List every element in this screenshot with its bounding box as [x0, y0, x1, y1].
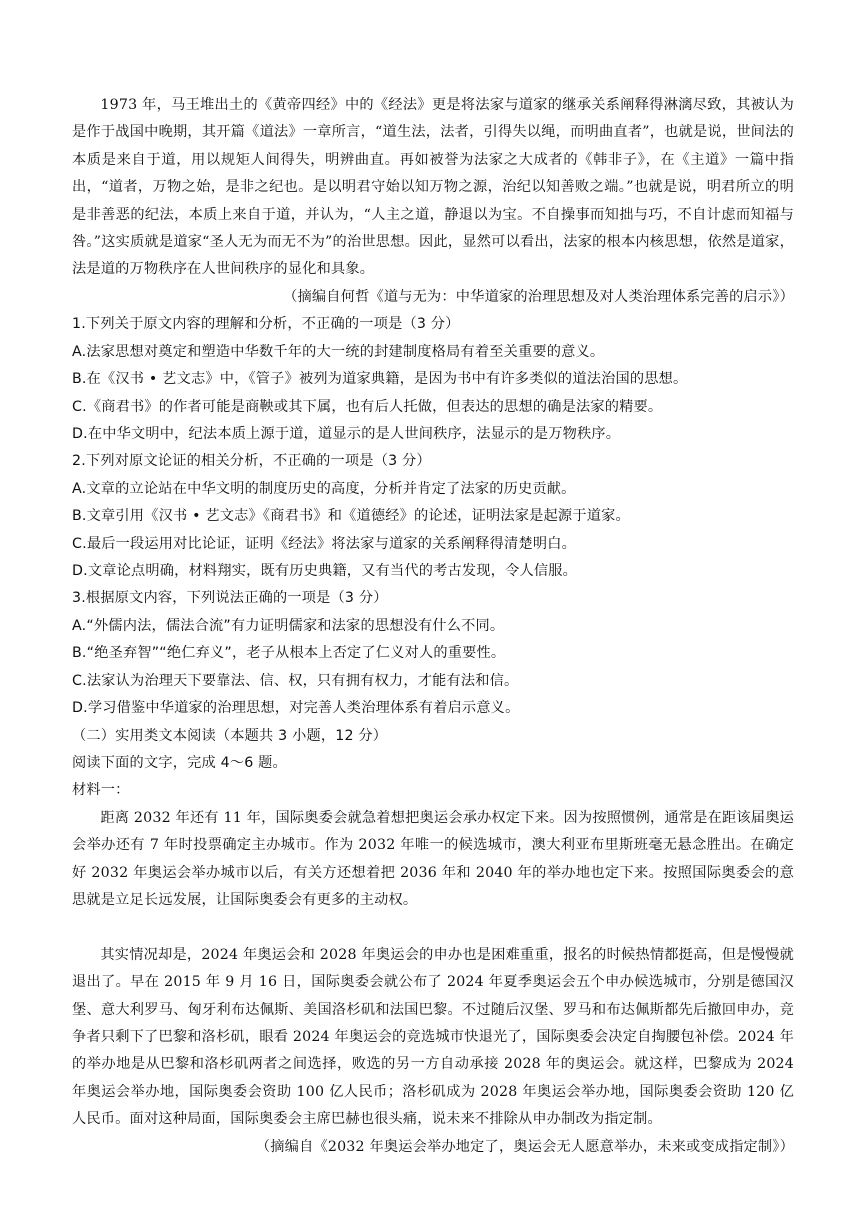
option-b: B.文章引用《汉书 • 艺文志》《商君书》和《道德经》的论述，证明法家是起源于道家。 — [72, 508, 630, 525]
option-c: C.最后一段运用对比论证，证明《经法》将法家与道家的关系阐释得清楚明白。 — [72, 535, 576, 552]
question-2 — [72, 448, 794, 585]
passage1-paragraph: 1973 年，马王堆出土的《黄帝四经》中的《经法》更是将法家与道家的继承关系阐释得淋漓尽致，其被认为是作于战国中晚期，其开篇《道法》一章所言，“道生法，法者，引得失以绳，而明曲直者”，也就是说，世间法的本质是来自于道，用以规矩人间得失，明辨曲直。再如被誉为法家之大成者的《韩非子》，在《主道》一篇中指出，“道者，万物之始，是非之纪也。是以明君守始以知万物之源，治纪以知善败之端。”也就是说，明君所立的明是非善恶的纪法，本质上来自于道，并认为，“人主之道，静退以为宝。不自操事而知拙与巧，不自计虑而知福与咎。”这实质就是道家“圣人无为而无不为”的治世思想。因此，显然可以看出，法家的根本内核思想，依然是道家，法是道的万物秩序在人世间秩序的显化和具象。 — [72, 97, 794, 278]
option-c: C.《商君书》的作者可能是商鞅或其下属，也有后人托做，但表达的思想的确是法家的精要。 — [72, 398, 663, 415]
option-a: A.法家思想对奠定和塑造中华数千年的大一统的封建制度格局有着至关重要的意义。 — [72, 343, 605, 360]
passage1-source: （摘编自何哲《道与无为：中华道家的治理思想及对人类治理体系完善的启示》） — [283, 289, 794, 305]
option-d: D.文章论点明确，材料翔实，既有历史典籍，又有当代的考古发现，令人信服。 — [72, 563, 578, 580]
page-content — [72, 92, 794, 1161]
material-label: 材料一： — [72, 782, 130, 799]
question-stem: 1.下列关于原文内容的理解和分析，不正确的一项是（3 分） — [72, 316, 460, 333]
question-3 — [72, 585, 794, 722]
section-heading: （二）实用类文本阅读（本题共 3 小题，12 分） — [72, 727, 388, 744]
option-b: B.在《汉书 • 艺文志》中，《管子》被列为道家典籍，是因为书中有许多类似的道法治国的思想。 — [72, 371, 688, 388]
option-c: C.法家认为治理天下要靠法、信、权，只有拥有权力，才能有法和信。 — [72, 672, 519, 689]
option-b: B.“绝圣弃智”“绝仁弃义”，老子从根本上否定了仁义对人的重要性。 — [72, 645, 506, 662]
option-d: D.学习借鉴中华道家的治理思想，对完善人类治理体系有着启示意义。 — [72, 700, 520, 717]
material1-paragraph1: 距离 2032 年还有 11 年，国际奥委会就急着想把奥运会承办权定下来。因为按照惯例，通常是在距该届奥运会举办还有 7 年时投票确定主办城市。作为 2032 年唯一的候选城市，澳大利亚布里斯班毫无悬念胜出。在确定好 2032 年奥运会举办城市以后，有关方还想着把 2036 年和 2040 年的举办地也定下来。按照国际奥委会的意思就是立足长远发展，让国际奥委会有更多的主动权。 — [72, 809, 794, 908]
material1-source: （摘编自《2032 年奥运会举办地定了，奥运会无人愿意举办，未来或变成指定制》） — [255, 1138, 794, 1155]
material1-paragraph2: 其实情况却是，2024 年奥运会和 2028 年奥运会的申办也是困难重重，报名的时候热情都挺高，但是慢慢就退出了。早在 2015 年 9 月 16 日，国际奥委会就公布了 2024 年夏季奥运会五个申办候选城市，分别是德国汉堡、意大利罗马、匈牙利布达佩斯、美国洛杉矶和法国巴黎。不过随后汉堡、罗马和布达佩斯都先后撤回申办，竞争者只剩下了巴黎和洛杉矶，眼看 2024 年奥运会的竞选城市快退光了，国际奥委会决定自掏腰包补偿。2024 年的举办地是从巴黎和洛杉矶两者之间选择，败选的另一方自动承接 2028 年的奥运会。就这样，巴黎成为 2024 年奥运会举办地，国际奥委会资助 100 亿人民币；洛杉矶成为 2028 年奥运会举办地，国际奥委会资助 120 亿人民币。面对这种局面，国际奥委会主席巴赫也很头痛，说未来不排除从申办制改为指定制。 — [72, 946, 794, 1128]
option-d: D.在中华文明中，纪法本质上源于道，道显示的是人世间秩序，法显示的是万物秩序。 — [72, 426, 621, 443]
question-1 — [72, 311, 794, 448]
question-stem: 2.下列对原文论证的相关分析，不正确的一项是（3 分） — [72, 453, 431, 470]
section-instruction: 阅读下面的文字，完成 4～6 题。 — [72, 754, 287, 771]
option-a: A.“外儒内法，儒法合流”有力证明儒家和法家的思想没有什么不同。 — [72, 617, 505, 634]
option-a: A.文章的立论站在中华文明的制度历史的高度，分析并肯定了法家的历史贡献。 — [72, 480, 576, 497]
question-stem: 3.根据原文内容，下列说法正确的一项是（3 分） — [72, 590, 388, 607]
